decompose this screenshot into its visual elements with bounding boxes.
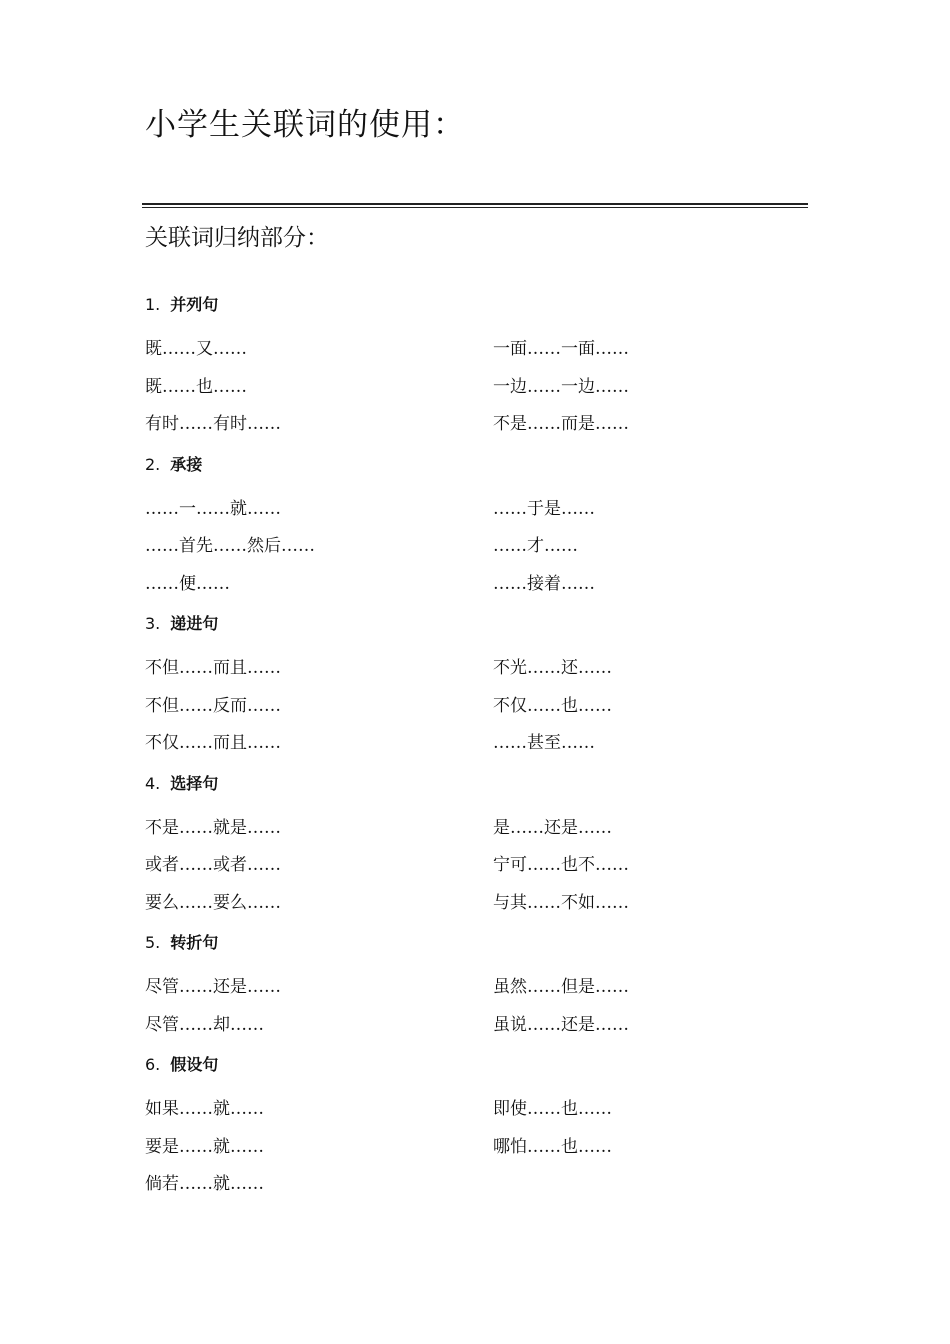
section-block [145,451,665,604]
section-block [145,291,665,444]
conjunction-pair: 哪怕……也…… [493,1136,612,1157]
conjunction-pair: 或者……或者…… [145,855,281,875]
section-number: 5. [145,933,161,952]
section-block [145,929,665,1044]
conjunction-row [145,1129,665,1167]
section-number: 3. [145,614,161,633]
conjunction-pair: 既……又…… [145,339,247,359]
section-number: 6. [145,1055,161,1074]
conjunction-pair: 倘若……就…… [145,1174,264,1194]
conjunction-sections [145,291,665,1211]
section-heading-text: 递进句 [170,614,219,633]
conjunction-pair: 与其……不如…… [493,892,629,913]
section-number: 2. [145,454,161,474]
conjunction-pair: ……首先……然后…… [145,536,315,556]
conjunction-pair: 不但……而且…… [145,658,281,678]
section-heading [145,291,665,319]
conjunction-pair: ……才…… [493,536,578,556]
conjunction-pair: ……一……就…… [145,498,281,519]
conjunction-pair: 虽然……但是…… [493,977,629,997]
conjunction-row [145,406,665,444]
section-heading [145,451,665,479]
section-block [145,1051,665,1204]
conjunction-row [145,650,665,688]
conjunction-row [145,528,665,566]
section-subtitle: 关联词归纳部分： [145,225,329,251]
conjunction-pair: 一面……一面…… [493,339,629,359]
conjunction-row [145,1166,665,1204]
conjunction-row [145,331,665,369]
conjunction-pair: 有时……有时…… [145,414,281,434]
conjunction-pair: ……便…… [145,573,230,594]
conjunction-pair: 不但……反而…… [145,695,281,716]
conjunction-row [145,566,665,604]
conjunction-pair: 虽说……还是…… [493,1014,629,1035]
conjunction-pair [493,1166,663,1204]
section-heading-text: 并列句 [170,295,219,314]
section-heading-text: 转折句 [170,933,219,952]
conjunction-pair: 要是……就…… [145,1136,264,1157]
conjunction-row [145,969,665,1007]
conjunction-pair: 宁可……也不…… [493,855,629,875]
section-heading [145,1051,665,1079]
conjunction-pair: 不是……就是…… [145,817,281,838]
section-block [145,770,665,923]
section-number: 1. [145,295,161,314]
conjunction-pair: 即使……也…… [493,1099,612,1119]
section-block [145,610,665,763]
section-heading [145,770,665,798]
conjunction-pair: 要么……要么…… [145,892,281,913]
page-title: 小学生关联词的使用： [145,107,465,143]
conjunction-row [145,491,665,529]
conjunction-pair: ……甚至…… [493,733,595,753]
conjunction-pair: 是……还是…… [493,817,612,838]
conjunction-pair: ……于是…… [493,498,595,519]
conjunction-pair: 尽管……还是…… [145,977,281,997]
conjunction-pair: 不光……还…… [493,658,612,678]
conjunction-row [145,369,665,407]
conjunction-pair: ……接着…… [493,573,595,594]
conjunction-pair: 既……也…… [145,376,247,397]
conjunction-pair: 如果……就…… [145,1099,264,1119]
conjunction-row [145,885,665,923]
conjunction-pair: 不仅……也…… [493,695,612,716]
conjunction-row [145,810,665,848]
conjunction-pair: 一边……一边…… [493,376,629,397]
divider-line [142,203,808,205]
conjunction-row [145,1091,665,1129]
section-number: 4. [145,773,161,793]
conjunction-pair: 不仅……而且…… [145,733,281,753]
conjunction-pair: 不是……而是…… [493,414,629,434]
section-heading-text: 选择句 [170,773,219,793]
section-heading-text: 承接 [170,454,203,474]
conjunction-row [145,1007,665,1045]
conjunction-row [145,725,665,763]
divider-line-thin [142,207,808,208]
section-heading-text: 假设句 [170,1055,219,1074]
section-heading [145,929,665,957]
conjunction-row [145,688,665,726]
section-heading [145,610,665,638]
conjunction-pair: 尽管……却…… [145,1014,264,1035]
conjunction-row [145,847,665,885]
